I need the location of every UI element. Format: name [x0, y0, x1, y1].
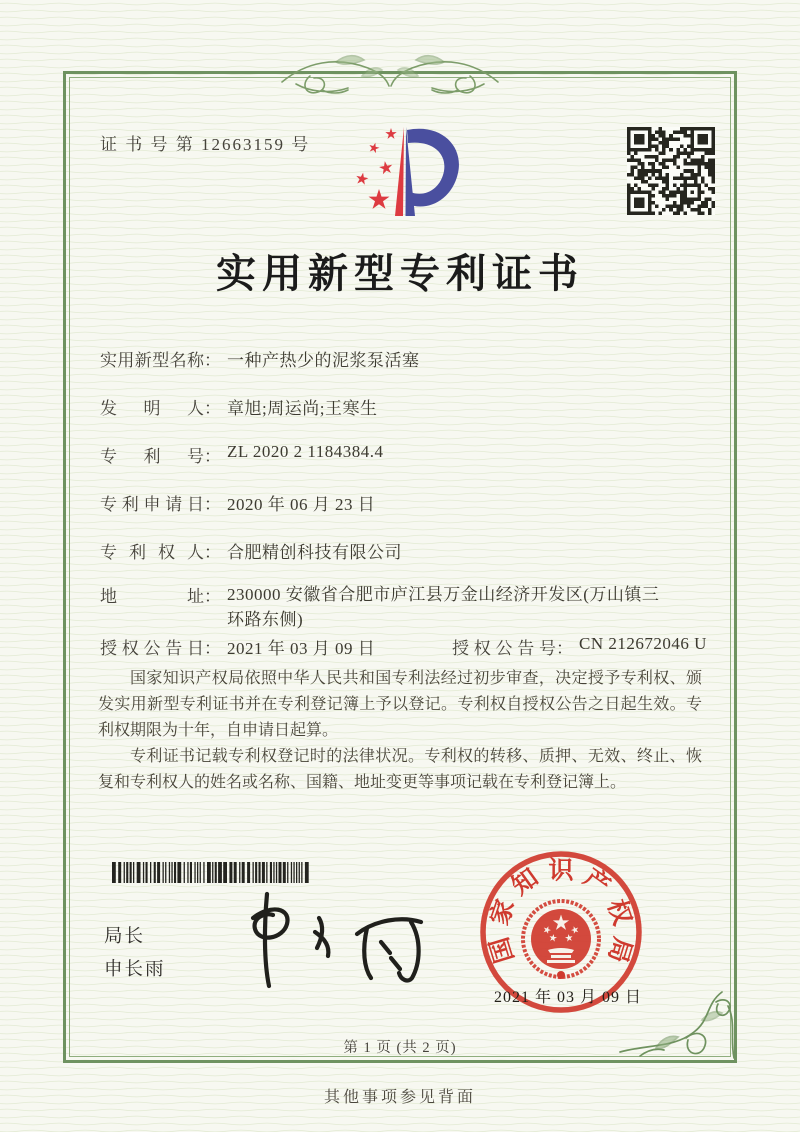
field-row-name [100, 346, 420, 371]
field-label: 专利号 [100, 447, 204, 466]
signature [215, 882, 445, 997]
field-colon: ： [204, 495, 221, 514]
field-value: 2020 年 06 月 23 日 [227, 495, 376, 514]
cnipa-logo [338, 118, 468, 230]
field-row-patentee [100, 538, 402, 563]
top-ornament [276, 46, 504, 98]
field-value: 一种产热少的泥浆泵活塞 [227, 351, 420, 370]
field-row-inventor [100, 394, 377, 419]
field-row-filing-date [100, 490, 375, 515]
field-colon: ： [204, 399, 221, 418]
signer-title: 局长 [104, 927, 146, 947]
field-row-address [100, 582, 663, 632]
svg-text:家: 家 [486, 896, 520, 929]
back-note: 其他事项参见背面 [323, 1089, 476, 1106]
svg-text:识: 识 [548, 857, 574, 885]
field-row-patent-no [100, 442, 384, 467]
field-value: 230000 安徽省合肥市庐江县万金山经济开发区(万山镇三环路东侧) [227, 585, 660, 629]
field-label: 地址 [100, 587, 204, 606]
svg-text:知: 知 [507, 864, 544, 901]
logo-p-bowl [407, 129, 459, 207]
field-colon: ： [204, 587, 221, 606]
seal-date: 2021 年 03 月 09 日 [494, 989, 643, 1006]
field-pair-grant-no [452, 634, 707, 659]
paragraph: 专利证书记载专利权登记时的法律状况。专利权的转移、质押、无效、终止、恢复和专利权人的姓名或名称、国籍、地址变更等事项记载在专利登记簿上。 [98, 748, 702, 791]
logo-wedge-red [395, 127, 404, 216]
certificate-number: 证 书 号 第 12663159 号 [100, 135, 311, 154]
field-label: 专利权人 [100, 543, 204, 562]
field-value: 章旭;周运尚;王寒生 [227, 399, 378, 418]
field-colon: ： [556, 639, 573, 658]
field-value: ZL 2020 2 1184384.4 [227, 442, 384, 461]
signer-name: 申长雨 [104, 960, 166, 980]
qr-code [626, 127, 716, 215]
national-emblem [523, 901, 599, 979]
certificate-title: 实用新型专利证书 [216, 251, 584, 296]
field-label: 授权公告号 [452, 639, 556, 658]
legal-text [98, 666, 702, 796]
field-label: 专利申请日 [100, 495, 204, 514]
field-colon: ： [204, 447, 221, 466]
page-number: 第 1 页 (共 2 页) [343, 1040, 457, 1056]
paragraph: 国家知识产权局依照中华人民共和国专利法经过初步审查，决定授予专利权、颁发实用新型专利证书并在专利登记簿上予以登记。专利权自授权公告之日起生效。专利权期限为十年，自申请日起算。 [98, 670, 702, 739]
field-value: 2021 年 03 月 09 日 [227, 639, 376, 658]
barcode [112, 862, 310, 883]
field-label: 授权公告日 [100, 639, 204, 658]
field-label: 实用新型名称 [100, 351, 204, 370]
field-colon: ： [204, 639, 221, 658]
field-colon: ： [204, 543, 221, 562]
field-colon: ： [204, 351, 221, 370]
svg-text:权: 权 [602, 896, 636, 929]
field-label: 发明人 [100, 399, 204, 418]
field-value: 合肥精创科技有限公司 [227, 543, 402, 562]
svg-text:产: 产 [578, 864, 615, 901]
svg-text:国: 国 [486, 933, 520, 966]
field-row-grant [100, 634, 707, 659]
svg-text:局: 局 [602, 933, 636, 966]
field-value: CN 212672046 U [579, 634, 707, 653]
